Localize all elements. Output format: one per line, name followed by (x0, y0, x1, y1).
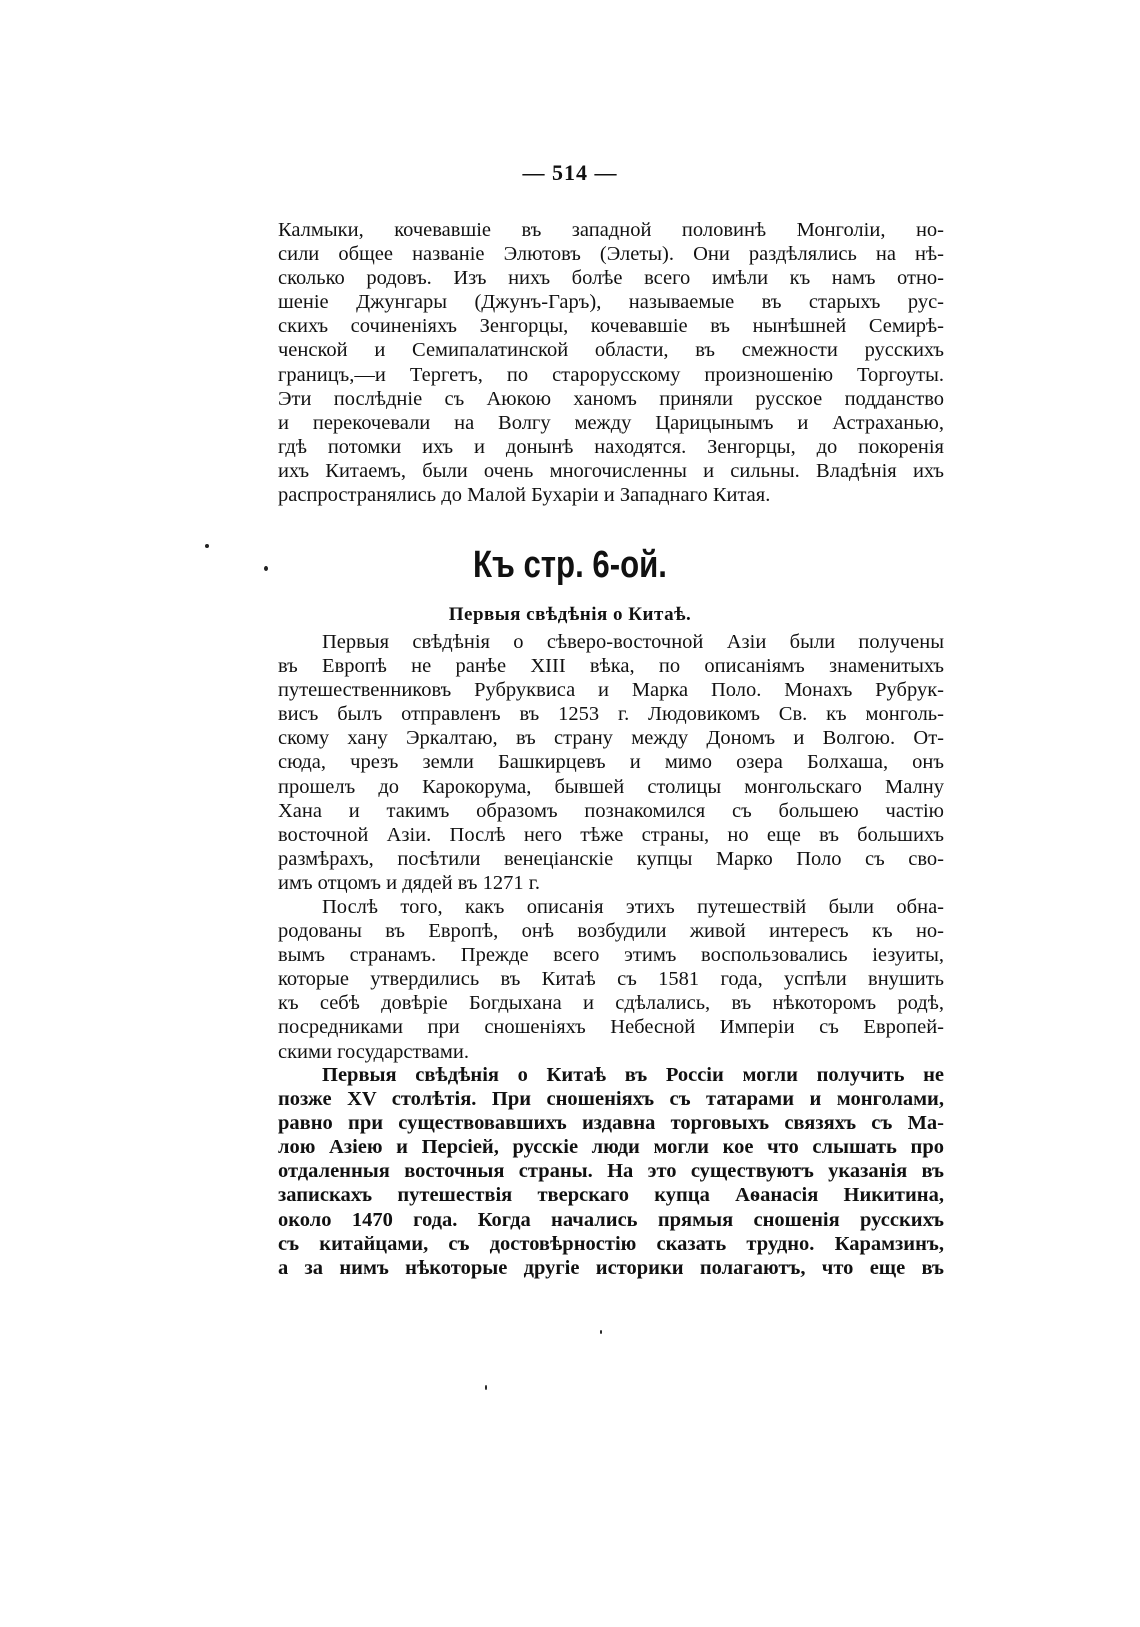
text-line: равно при существовавшихъ издавна торговыхъ связяхъ съ Ма- (278, 1112, 944, 1135)
text-line: распространялись до Малой Бухаріи и Западнаго Китая. (278, 484, 771, 507)
paragraph-russia (278, 1063, 944, 1280)
text-line: посредниками при сношеніяхъ Небесной Имперіи съ Европей- (278, 1016, 944, 1039)
ink-speck (264, 566, 268, 571)
text-line: Первыя свѣдѣнія о Китаѣ въ Россіи могли получить не (322, 1064, 944, 1086)
text-line: сюда, чрезъ земли Башкирцевъ и мимо озера Болхаша, онъ (278, 751, 944, 774)
text-line: прошелъ до Карокорума, бывшей столицы монгольскаго Малну (278, 775, 944, 798)
text-line: отдаленныя восточныя страны. На это существуютъ указанія въ (278, 1160, 944, 1183)
text-line: Послѣ того, какъ описанія этихъ путешествій были обна- (322, 896, 944, 918)
text-line: которые утвердились въ Китаѣ съ 1581 года, успѣли внушить (278, 968, 944, 991)
text-line: лою Азіею и Персіей, русскіе люди могли кое что слышать про (278, 1136, 944, 1159)
page-number: — 514 — (522, 160, 618, 185)
text-line: шеніе Джунгары (Джунъ-Гаръ), называемые въ старыхъ рус- (278, 291, 944, 314)
text-line: имъ отцомъ и дядей въ 1271 г. (278, 871, 540, 894)
ink-speck (600, 1330, 602, 1334)
ink-speck (485, 1385, 487, 1390)
text-line: ихъ Китаемъ, были очень многочисленны и сильны. Владѣнія ихъ (278, 459, 944, 482)
text-line: Хана и такимъ образомъ познакомился съ большею частію (278, 799, 944, 822)
text-line: ченской и Семипалатинской области, въ смежности русскихъ (278, 339, 944, 362)
text-line: около 1470 года. Когда начались прямыя сношенія русскихъ (278, 1208, 944, 1231)
section-heading: Къ стр. 6-ой. (473, 544, 667, 586)
text-line: запискахъ путешествія тверскаго купца Аѳанасія Никитина, (278, 1184, 944, 1207)
text-line: Первыя свѣдѣнія о сѣверо-восточной Азіи были получены (322, 631, 944, 653)
text-line: родованы въ Европѣ, онѣ возбудили живой интересъ къ но- (278, 920, 944, 943)
text-line: Эти послѣдніе съ Аюкою ханомъ приняли русское подданство (278, 387, 944, 410)
text-line: путешественниковъ Рубруквиса и Марка Поло. Монахъ Рубрук- (278, 679, 944, 702)
text-line: скими государствами. (278, 1040, 469, 1063)
text-line: и перекочевали на Волгу между Царицынымъ и Астраханью, (278, 411, 944, 434)
text-line: а за нимъ нѣкоторые другіе историки полагаютъ, что еще въ (278, 1256, 944, 1279)
text-line: сили общее названіе Элютовъ (Элеты). Они раздѣлялись на нѣ- (278, 243, 944, 266)
text-line: висъ былъ отправленъ въ 1253 г. Людовикомъ Св. къ монголь- (278, 703, 944, 726)
paragraph-jesuits (278, 895, 944, 1064)
text-line: скихъ сочиненіяхъ Зенгорцы, кочевавшіе въ нынѣшней Семирѣ- (278, 315, 944, 338)
text-line: въ Европѣ не ранѣе XIII вѣка, по описаніямъ знаменитыхъ (278, 655, 944, 678)
text-line: къ себѣ довѣріе Богдыхана и сдѣлались, въ нѣкоторомъ родѣ, (278, 992, 944, 1015)
paragraph-first-news (278, 630, 944, 895)
text-line: позже XV столѣтія. При сношеніяхъ съ татарами и монголами, (278, 1088, 944, 1111)
text-line: размѣрахъ, посѣтили венеціанскіе купцы Марко Поло съ сво- (278, 847, 944, 870)
paragraph-kalmyks (278, 218, 944, 507)
text-line: границъ,—и Тергетъ, по старорусскому произношенію Торгоуты. (278, 363, 944, 386)
text-line: съ китайцами, съ достовѣрностію сказать трудно. Карамзинъ, (278, 1232, 944, 1255)
text-line: восточной Азіи. Послѣ него тѣже страны, но еще въ большихъ (278, 823, 944, 846)
text-line: скому хану Эркалтаю, въ страну между Дономъ и Волгою. От- (278, 727, 944, 750)
subheading: Первыя свѣдѣнія о Китаѣ. (448, 604, 692, 625)
text-line: гдѣ потомки ихъ и донынѣ находятся. Зенгорцы, до покоренія (278, 435, 944, 458)
text-line: вымъ странамъ. Прежде всего этимъ воспользовались іезуиты, (278, 944, 944, 967)
text-line: Калмыки, кочевавшіе въ западной половинѣ Монголіи, но- (278, 219, 944, 241)
ink-speck (205, 544, 209, 548)
text-line: сколько родовъ. Изъ нихъ болѣе всего имѣли къ намъ отно- (278, 267, 944, 290)
